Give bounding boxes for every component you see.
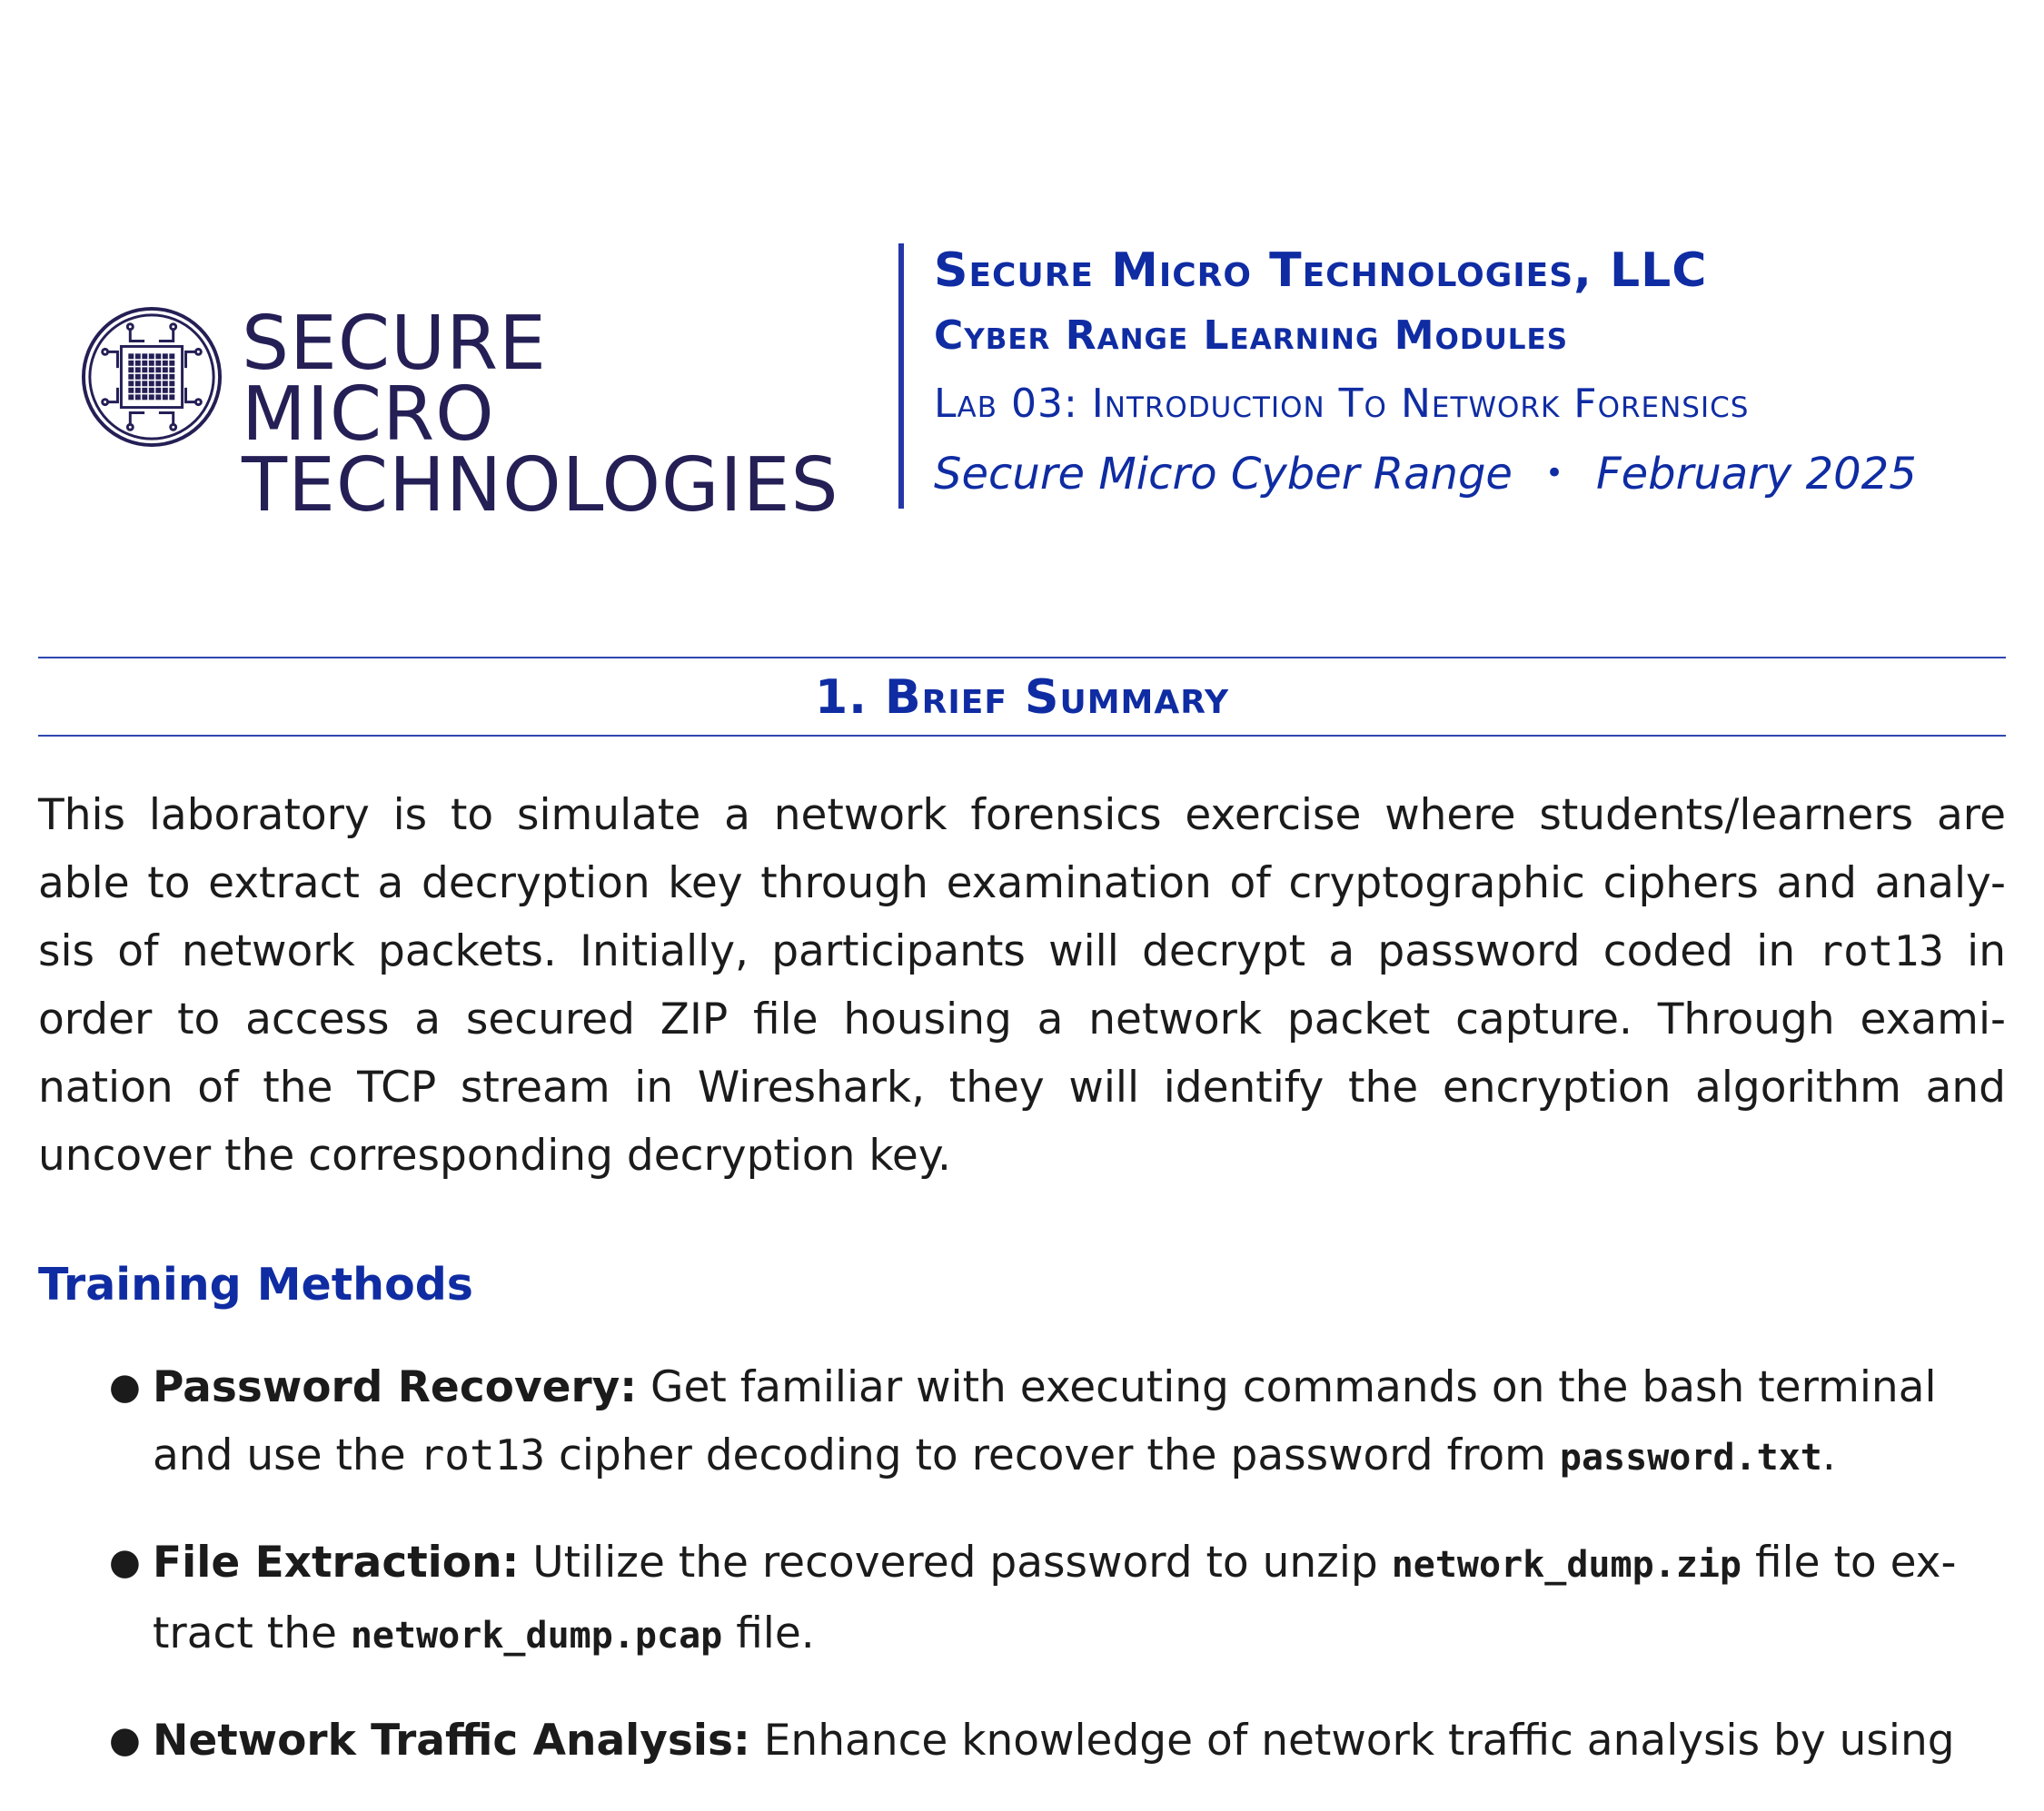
summary-line: [38, 917, 2006, 985]
file-name: network_dump.zip: [1391, 1544, 1741, 1586]
bullet-icon: ●: [109, 1541, 141, 1583]
summary-line: uncover the corresponding decryption key.: [38, 1131, 951, 1181]
file-name: network_dump.pcap: [350, 1615, 723, 1657]
item-title: Network Traffic Analysis:: [153, 1716, 750, 1766]
item-title: Password Recovery:: [153, 1362, 638, 1412]
item-text: and use the: [153, 1430, 420, 1480]
summary-line: nation of the TCP stream in Wireshark, they will identify the encryption algorithm and: [38, 1063, 2006, 1113]
section-title: 1. Brief Summary: [814, 670, 1230, 725]
item-text: cipher decoding to recover the password from: [545, 1430, 1560, 1480]
summary-line: This laboratory is to simulate a network forensics exercise where students/learners are: [38, 790, 2006, 840]
summary-paragraph: [38, 781, 2006, 1190]
item-text: tract the: [153, 1608, 351, 1658]
file-name: password.txt: [1559, 1437, 1822, 1479]
section-rule-bottom: [38, 735, 2006, 737]
item-text: file to ex-: [1741, 1538, 1957, 1588]
item-text: Get familiar with executing commands on the bash terminal: [637, 1362, 1937, 1412]
item-text: .: [1821, 1430, 1836, 1480]
bullet-icon: ●: [109, 1366, 141, 1408]
training-methods-list: [38, 1353, 2006, 1811]
company-logo: [80, 300, 852, 529]
item-text: file.: [722, 1608, 815, 1658]
company-name: Secure Micro Technologies, LLC: [934, 243, 1708, 298]
bullet-icon: ●: [109, 1719, 141, 1761]
header-divider: [898, 243, 904, 509]
item-title: File Extraction:: [153, 1538, 520, 1588]
summary-line: order to access a secured ZIP file housing a network packet capture. Through exami-: [38, 995, 2006, 1044]
item-line: [153, 1421, 2006, 1492]
separator-bullet: •: [1544, 455, 1563, 491]
summary-line: able to extract a decryption key through examination of cryptographic ciphers and analy-: [38, 858, 2006, 908]
item-text: Utilize the recovered password to unzip: [519, 1538, 1392, 1588]
item-text: Enhance knowledge of network traffic analysis by using: [749, 1716, 1955, 1766]
section-rule-top: [38, 657, 2006, 658]
list-item: [38, 1529, 2006, 1670]
logo-line-1: SECURE MICRO: [242, 301, 547, 458]
item-line: [153, 1599, 2006, 1670]
chip-logo-icon: [80, 305, 223, 449]
lab-meta: [934, 440, 2024, 508]
item-line: [153, 1353, 2006, 1421]
logo-line-2: TECHNOLOGIES: [242, 442, 839, 529]
inline-code: rot13: [1818, 926, 1944, 975]
summary-text: sis of network packets. Initially, participants will decrypt a password coded in: [38, 926, 1819, 976]
summary-text: in: [1943, 926, 2006, 976]
modules-title: Cyber Range Learning Modules: [934, 312, 1569, 359]
logo-wordmark: [242, 301, 852, 529]
training-methods-heading: Training Methods: [38, 1259, 473, 1311]
item-line: [153, 1707, 2006, 1775]
header-info: [934, 238, 2024, 508]
lab-date: February 2025: [1596, 449, 1917, 500]
item-line: [153, 1529, 2006, 1599]
range-name: Secure Micro Cyber Range: [934, 449, 1513, 500]
lab-title: Lab 03: Introduction To Network Forensics: [934, 381, 1750, 427]
inline-code: rot13: [419, 1430, 546, 1479]
list-item: [38, 1353, 2006, 1492]
list-item: [38, 1707, 2006, 1775]
